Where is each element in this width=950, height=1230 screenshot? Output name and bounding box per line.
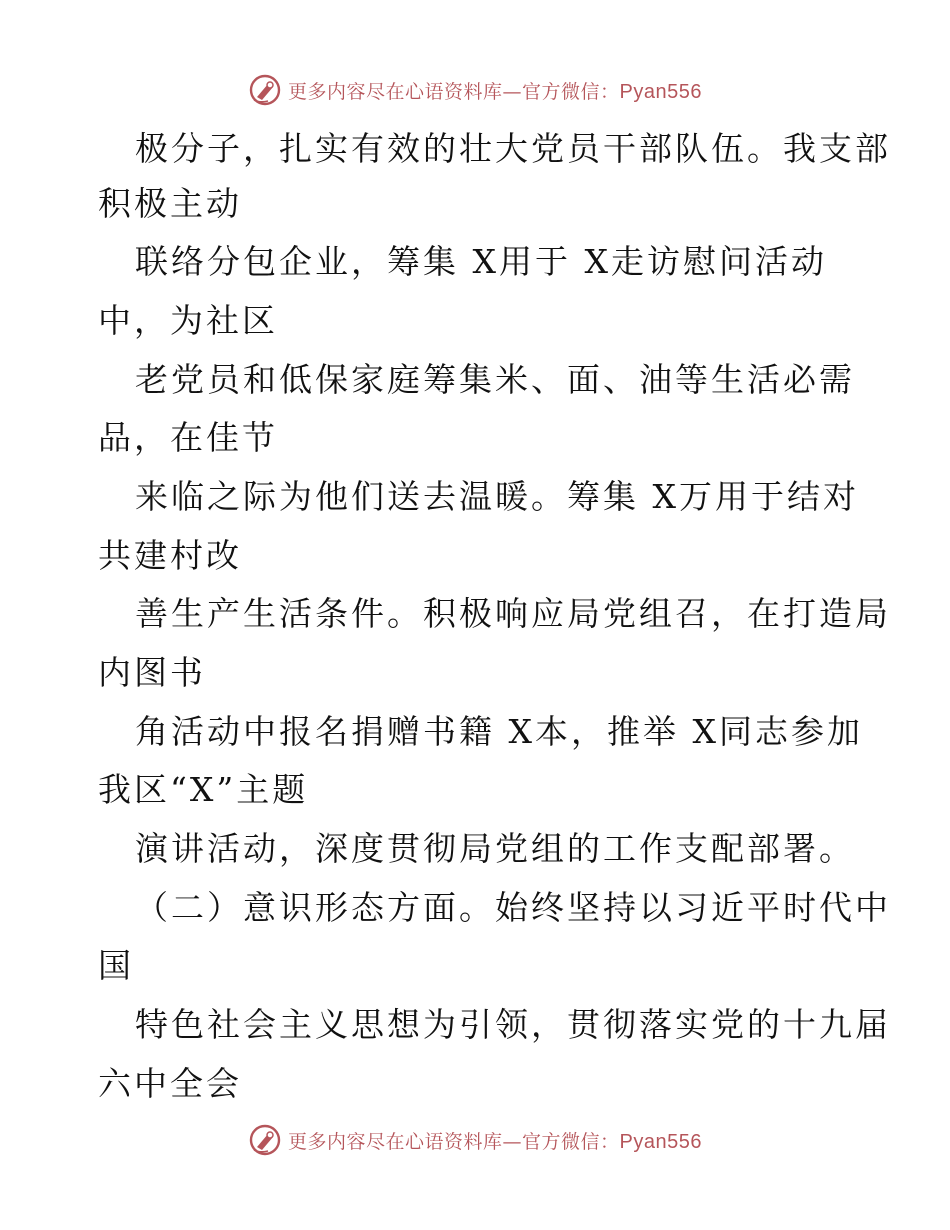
text-line: 国 bbox=[98, 946, 134, 985]
text-line: 内图书 bbox=[98, 653, 206, 692]
header-watermark bbox=[0, 70, 950, 110]
text-line: 联络分包企业，筹集 X用于 X走访慰问活动 bbox=[135, 242, 827, 281]
watermark-text: 更多内容尽在心语资料库—官方微信：Pyan556 bbox=[288, 1130, 702, 1153]
logo-icon bbox=[248, 1123, 282, 1157]
watermark-text: 更多内容尽在心语资料库—官方微信：Pyan556 bbox=[288, 80, 702, 103]
text-line: 我区“X”主题 bbox=[98, 770, 309, 809]
logo-icon bbox=[248, 73, 282, 107]
text-line: （二）意识形态方面。始终坚持以习近平时代中 bbox=[135, 888, 891, 927]
text-line: 中，为社区 bbox=[98, 301, 278, 340]
text-line: 角活动中报名捐赠书籍 X本，推举 X同志参加 bbox=[135, 712, 863, 751]
text-line: 品，在佳节 bbox=[98, 418, 278, 457]
text-line: 演讲活动，深度贯彻局党组的工作支配部署。 bbox=[135, 829, 855, 868]
text-line: 积极主动 bbox=[98, 184, 242, 223]
text-line: 来临之际为他们送去温暖。筹集 X万用于结对 bbox=[135, 477, 859, 516]
footer-watermark bbox=[0, 1120, 950, 1160]
text-line: 老党员和低保家庭筹集米、面、油等生活必需 bbox=[135, 360, 855, 399]
text-line: 极分子，扎实有效的壮大党员干部队伍。我支部 bbox=[135, 129, 891, 168]
text-line: 共建村改 bbox=[98, 536, 242, 575]
text-line: 六中全会 bbox=[98, 1064, 242, 1103]
text-line: 特色社会主义思想为引领，贯彻落实党的十九届 bbox=[135, 1005, 891, 1044]
text-line: 善生产生活条件。积极响应局党组召，在打造局 bbox=[135, 594, 891, 633]
